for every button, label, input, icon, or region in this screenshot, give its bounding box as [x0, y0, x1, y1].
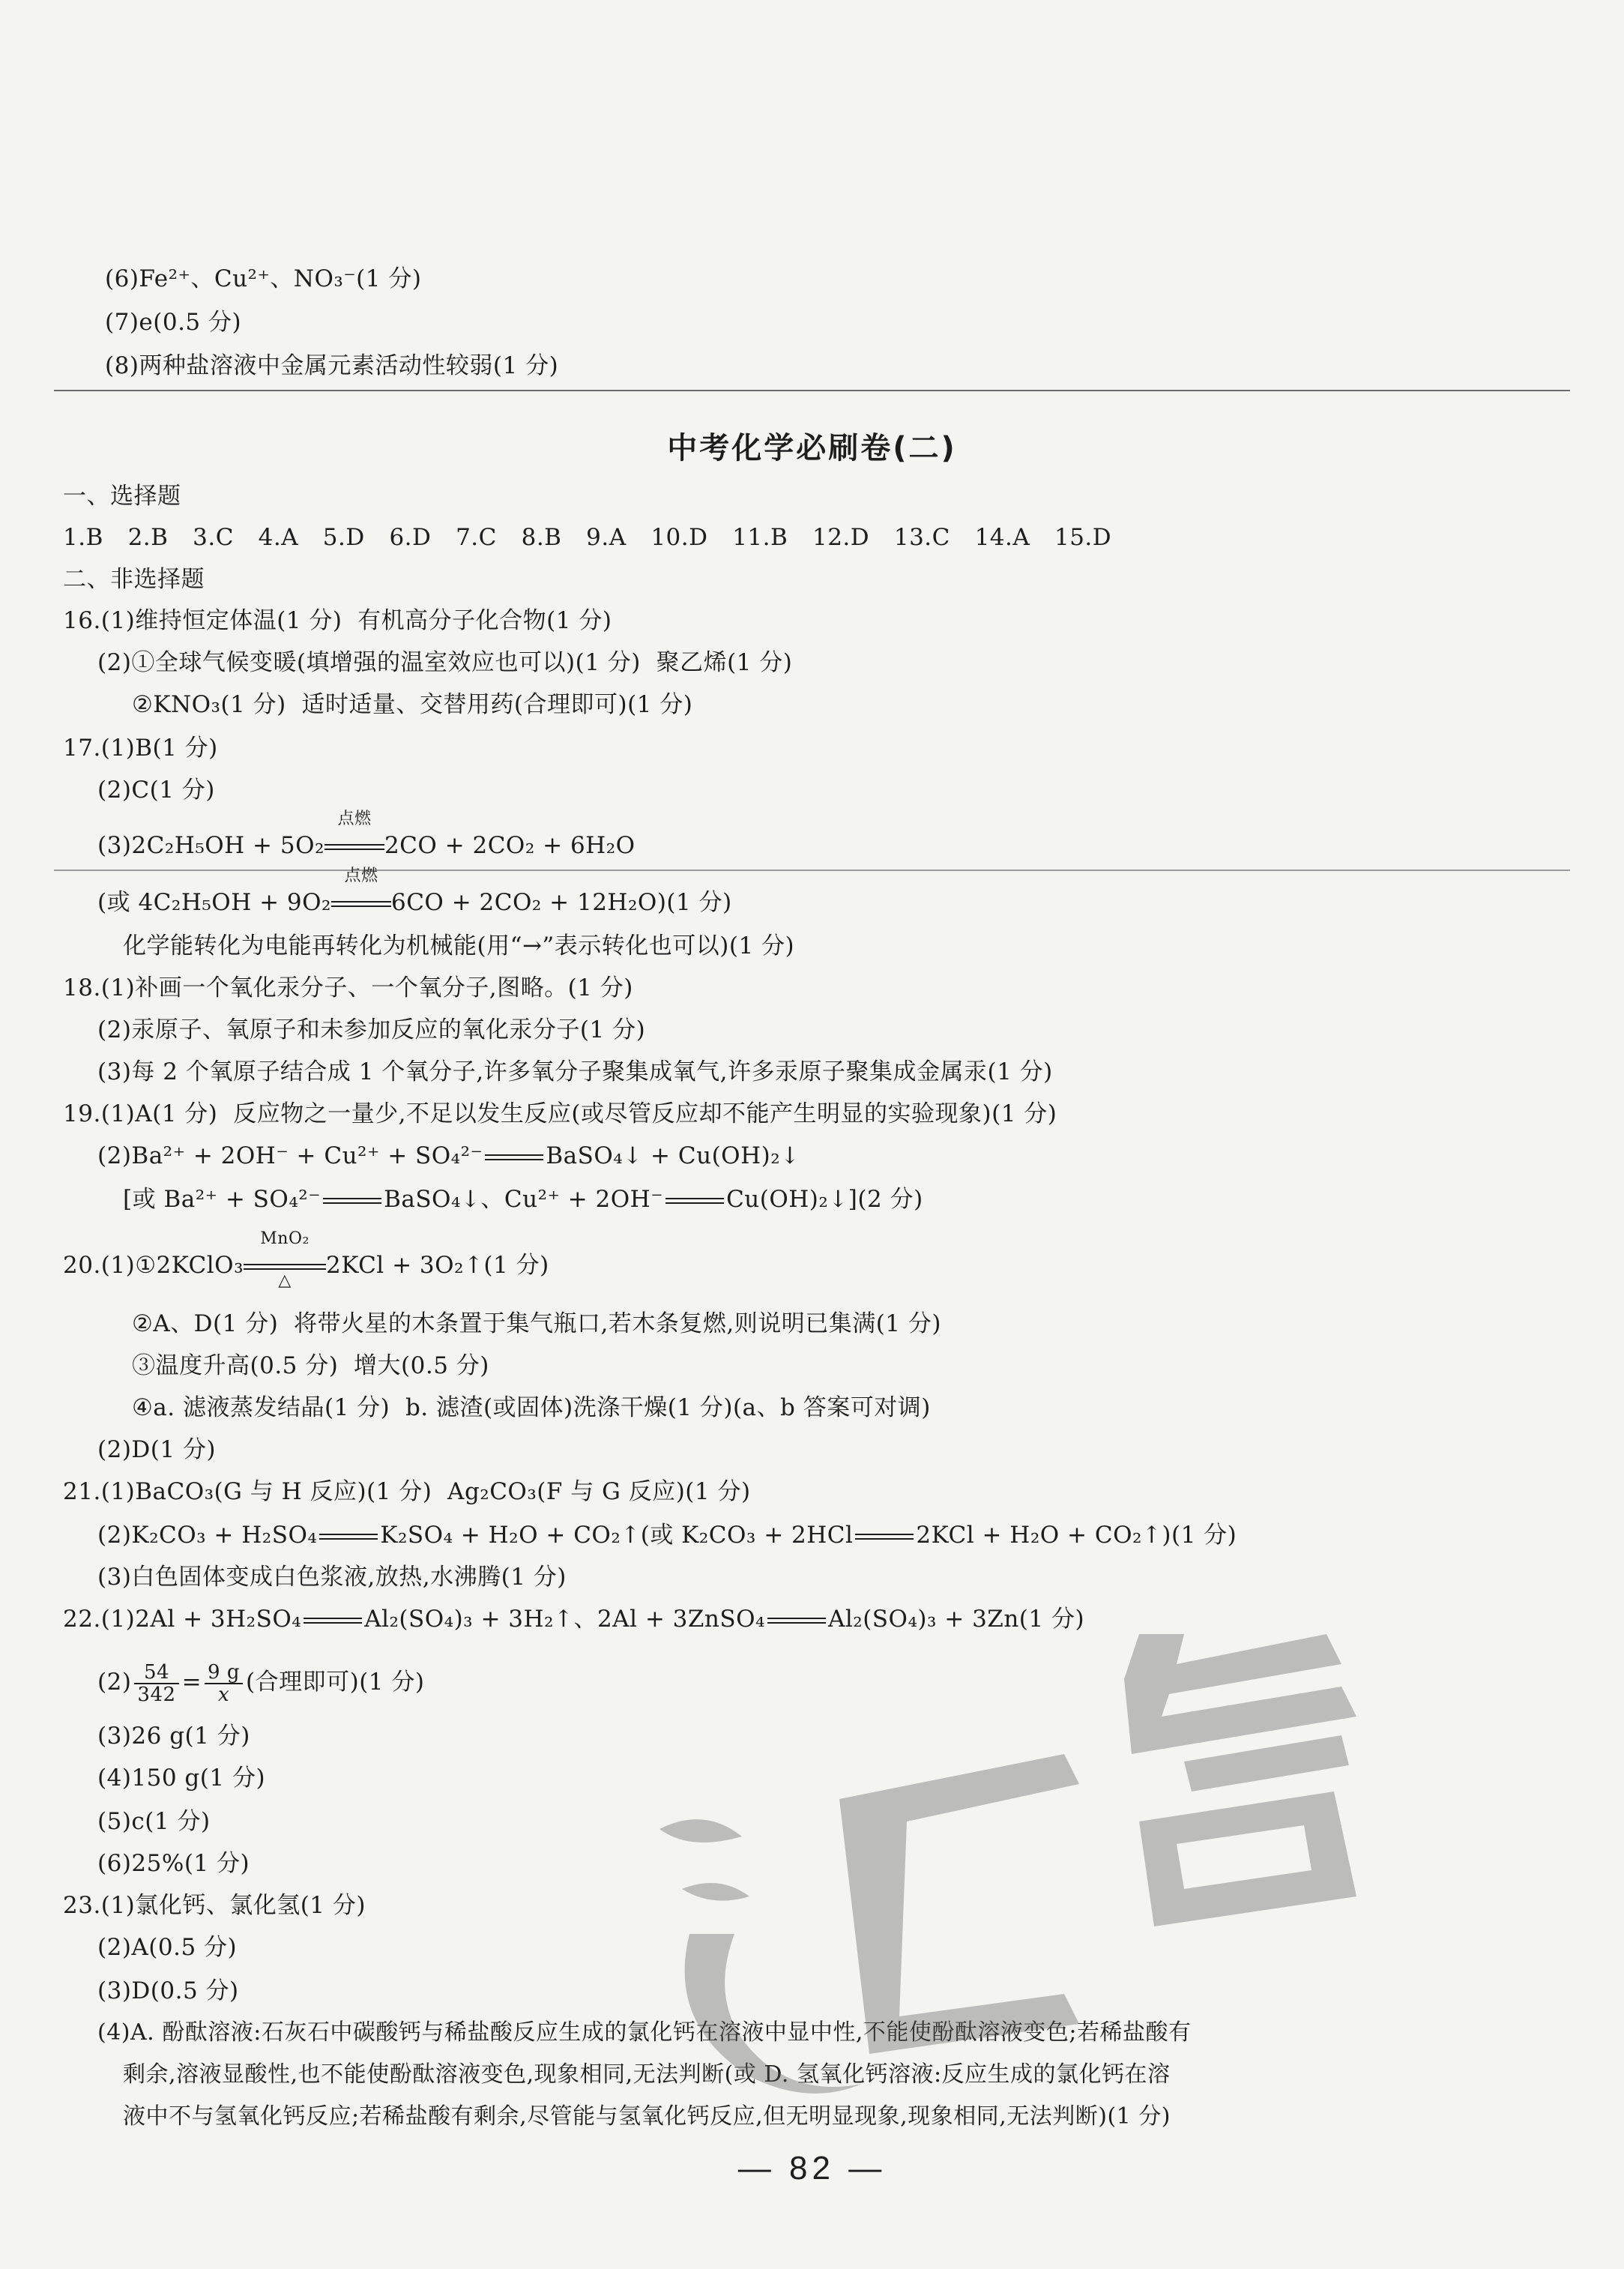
answer-line: (2)汞原子、氧原子和未参加反应的氧化汞分子(1 分) [97, 1016, 646, 1043]
answer-line: (4)A. 酚酞溶液:石灰石中碳酸钙与稀盐酸反应生成的氯化钙在溶液中显中性,不能使酚酞溶液变色;若稀盐酸有 [97, 2019, 1192, 2046]
equation-line [97, 1141, 800, 1171]
answer-line: 21.(1)BaCO₃(G 与 H 反应)(1 分) Ag₂CO₃(F 与 G 反应)(1 分) [63, 1478, 751, 1505]
answer-line: (4)150 g(1 分) [97, 1765, 266, 1792]
answer-line: (3)白色固体变成白色浆液,放热,水沸腾(1 分) [97, 1564, 567, 1591]
equation-right: 2KCl + 3O₂↑(1 分) [326, 1252, 549, 1279]
equation-line [123, 1184, 923, 1214]
answer-line: (2)A(0.5 分) [97, 1934, 238, 1961]
equation-right: 2CO + 2CO₂ + 6H₂O [384, 832, 636, 859]
answer-line: (6)Fe²⁺、Cu²⁺、NO₃⁻(1 分) [105, 265, 422, 292]
proportion-line: (2) $\frac{54}{342}$ = $\frac{9 g}{x}$ (合理即可)(1 分) [97, 1660, 425, 1706]
answer-line: ④a. 滤液蒸发结晶(1 分) b. 滤渣(或固体)洗涤干燥(1 分)(a、b 答案可对调) [132, 1394, 931, 1421]
equation-line [63, 1229, 549, 1290]
equals-sign [304, 1618, 362, 1624]
equation-part: [或 Ba²⁺ + SO₄²⁻ [123, 1186, 322, 1213]
equation-part: Cu(OH)₂↓](2 分) [726, 1186, 923, 1213]
answer-note: (合理即可)(1 分) [246, 1669, 425, 1696]
equation-right: BaSO₄↓ + Cu(OH)₂↓ [546, 1142, 800, 1169]
equals-sign [767, 1618, 826, 1624]
reaction-condition: 点燃 [325, 831, 384, 861]
answer-line: ③温度升高(0.5 分) 增大(0.5 分) [132, 1352, 489, 1379]
equation-left: (2)Ba²⁺ + 2OH⁻ + Cu²⁺ + SO₄²⁻ [97, 1142, 483, 1169]
answer-line: 23.(1)氯化钙、氯化氢(1 分) [63, 1892, 366, 1919]
answer-line: (3)D(0.5 分) [97, 1977, 239, 2004]
equals-sign [319, 1534, 378, 1540]
reaction-condition: MnO₂ △ [244, 1250, 326, 1280]
equals-sign [855, 1534, 914, 1540]
equation-part: BaSO₄↓、Cu²⁺ + 2OH⁻ [384, 1186, 664, 1213]
section-divider [54, 390, 1570, 391]
equation-part: 22.(1)2Al + 3H₂SO₄ [63, 1606, 302, 1633]
scan-line [54, 870, 1570, 871]
answer-line: (3)26 g(1 分) [97, 1723, 250, 1750]
answer-line: ②KNO₃(1 分) 适时适量、交替用药(合理即可)(1 分) [132, 691, 693, 718]
watermark-text: 汇考 [615, 1574, 616, 1575]
page-number: — 82 — [737, 2150, 887, 2187]
equation-line [63, 1604, 1084, 1634]
answer-line: 化学能转化为电能再转化为机械能(用“→”表示转化也可以)(1 分) [123, 932, 795, 959]
answer-line: 18.(1)补画一个氧化汞分子、一个氧分子,图略。(1 分) [63, 974, 633, 1001]
answer-line: (2)C(1 分) [97, 777, 215, 804]
equation-line [97, 810, 636, 861]
reaction-condition: 点燃 [331, 888, 391, 917]
equation-line [97, 867, 732, 917]
answer-line: 16.(1)维持恒定体温(1 分) 有机高分子化合物(1 分) [63, 607, 612, 634]
equation-left: (3)2C₂H₅OH + 5O₂ [97, 832, 325, 859]
equation-left: 20.(1)①2KClO₃ [63, 1252, 244, 1279]
answer-line: (5)c(1 分) [97, 1808, 211, 1835]
section-heading: 二、非选择题 [63, 566, 205, 593]
answer-line: 17.(1)B(1 分) [63, 735, 218, 762]
equation-line [97, 1520, 1237, 1550]
answer-line: (2)①全球气候变暖(填增强的温室效应也可以)(1 分) 聚乙烯(1 分) [97, 649, 793, 676]
choice-answers: 1.B 2.B 3.C 4.A 5.D 6.D 7.C 8.B 9.A 10.D 11.B 12.D 13.C 14.A 15.D [63, 524, 1112, 551]
equals-sign [485, 1154, 543, 1160]
equation-left: (或 4C₂H₅OH + 9O₂ [97, 889, 331, 916]
equation-part: Al₂(SO₄)₃ + 3H₂↑、2Al + 3ZnSO₄ [364, 1606, 765, 1633]
answer-line: 液中不与氢氧化钙反应;若稀盐酸有剩余,尽管能与氢氧化钙反应,但无明显现象,现象相同,无法判断)(1 分) [123, 2103, 1171, 2130]
part-label: (2) [97, 1669, 132, 1696]
equation-part: 2KCl + H₂O + CO₂↑)(1 分) [916, 1522, 1237, 1549]
answer-line: (8)两种盐溶液中金属元素活动性较弱(1 分) [105, 352, 559, 379]
section-heading: 一、选择题 [63, 483, 181, 510]
answer-line: (2)D(1 分) [97, 1436, 217, 1463]
equation-part: (2)K₂CO₃ + H₂SO₄ [97, 1522, 318, 1549]
fraction: $\frac{9 g}{x}$ [205, 1662, 243, 1705]
fraction: $\frac{54}{342}$ [134, 1662, 178, 1705]
equation-part: Al₂(SO₄)₃ + 3Zn(1 分) [827, 1606, 1085, 1633]
answer-line: ②A、D(1 分) 将带火星的木条置于集气瓶口,若木条复燃,则说明已集满(1 分) [132, 1310, 941, 1337]
answer-line: (7)e(0.5 分) [105, 309, 242, 336]
answer-line: 剩余,溶液显酸性,也不能使酚酞溶液变色,现象相同,无法判断(或 D. 氢氧化钙溶液:反应生成的氯化钙在溶 [123, 2061, 1171, 2088]
equation-part: K₂SO₄ + H₂O + CO₂↑(或 K₂CO₃ + 2HCl [380, 1522, 854, 1549]
equation-right: 6CO + 2CO₂ + 12H₂O)(1 分) [390, 889, 732, 916]
equals-sign [665, 1198, 724, 1204]
equals-sign [323, 1198, 381, 1204]
answer-line: (3)每 2 个氧原子结合成 1 个氧分子,许多氧分子聚集成氧气,许多汞原子聚集成金属汞(1 分) [97, 1058, 1053, 1085]
answer-line: 19.(1)A(1 分) 反应物之一量少,不足以发生反应(或尽管反应却不能产生明显的实验现象)(1 分) [63, 1100, 1057, 1127]
page-title: 中考化学必刷卷(二) [667, 431, 957, 465]
answer-line: (6)25%(1 分) [97, 1850, 250, 1877]
